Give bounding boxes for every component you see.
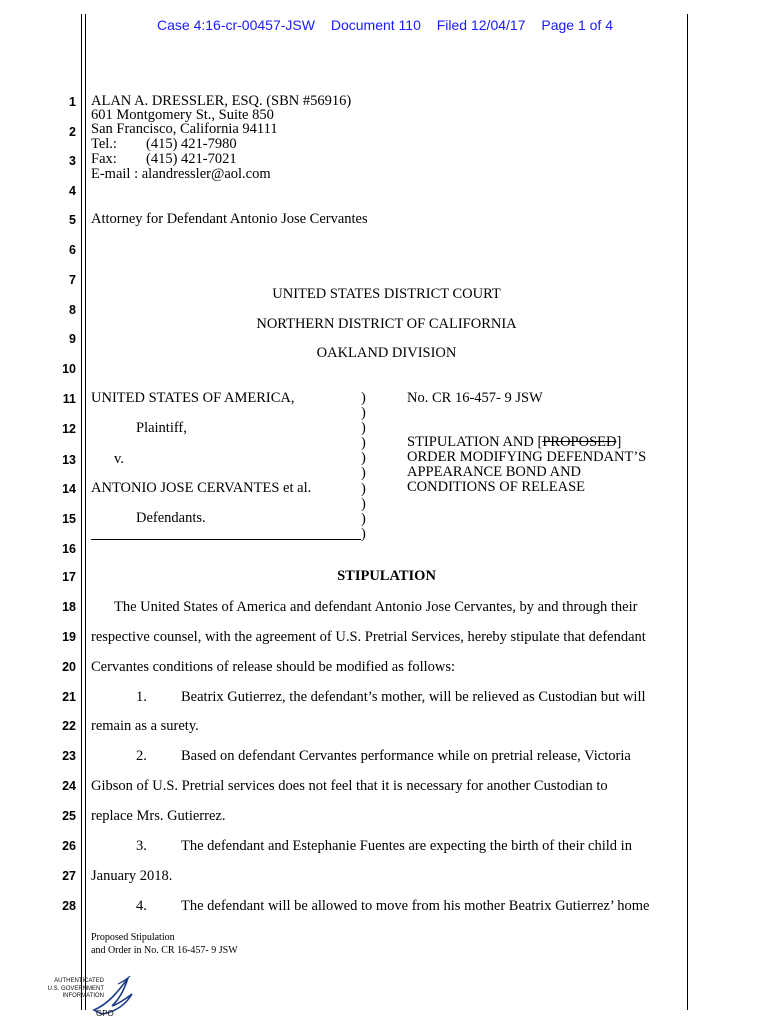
document-title-line3: APPEARANCE BOND AND — [407, 464, 582, 480]
court-district: NORTHERN DISTRICT OF CALIFORNIA — [256, 316, 517, 332]
line-number: 23 — [62, 749, 76, 763]
line-number: 2 — [69, 125, 76, 139]
paren: ) — [361, 390, 366, 406]
paren: ) — [361, 525, 366, 542]
title-part-b: ] — [616, 434, 622, 450]
attorney-tel: (415) 421-7980 — [146, 136, 237, 152]
paren: ) — [361, 465, 366, 482]
paren: ) — [361, 510, 366, 527]
right-margin-rule — [687, 14, 688, 1010]
line-number: 7 — [69, 273, 76, 287]
court-division: OAKLAND DIVISION — [316, 345, 457, 361]
line-number: 19 — [62, 630, 76, 644]
document-number: Document 110 — [330, 17, 421, 33]
line-number: 4 — [69, 184, 76, 198]
page-footer — [91, 931, 238, 957]
title-part-a: STIPULATION AND [ — [407, 434, 543, 450]
paren: ) — [361, 480, 366, 497]
line-number: 26 — [62, 839, 76, 853]
case-no: No. CR 16-457- 9 JSW — [407, 390, 543, 406]
defendant-label: Defendants. — [136, 510, 206, 526]
line-number: 5 — [69, 213, 76, 227]
seal-line1: AUTHENTICATED — [54, 978, 104, 984]
filed-date: Filed 12/04/17 — [436, 17, 526, 33]
paren: ) — [361, 495, 366, 512]
attorney-role: Attorney for Defendant Antonio Jose Cervantes — [91, 211, 368, 227]
line-number: 24 — [62, 779, 76, 793]
body-line-18: The United States of America and defendant Antonio Jose Cervantes, by and through their — [114, 599, 638, 615]
plaintiff-label: Plaintiff, — [136, 420, 187, 436]
gpo-eagle-icon — [88, 974, 138, 1018]
body-line-26: The defendant and Estephanie Fuentes are expecting the birth of their child in — [181, 838, 632, 854]
line-number: 16 — [62, 542, 76, 556]
document-title-line1 — [407, 435, 621, 450]
attorney-city: San Francisco, California 94111 — [91, 121, 278, 137]
document-title-line2: ORDER MODIFYING DEFENDANT’S — [407, 449, 647, 465]
item-number-1: 1. — [136, 689, 147, 705]
paren: ) — [361, 405, 366, 422]
gpo-authentication-seal — [30, 972, 140, 1020]
caption-underline — [91, 539, 361, 540]
versus-label: v. — [114, 451, 124, 467]
plaintiff-name: UNITED STATES OF AMERICA, — [91, 390, 295, 406]
footer-line2: and Order in No. CR 16-457- 9 JSW — [91, 945, 238, 956]
line-number: 13 — [62, 453, 76, 467]
item-number-4: 4. — [136, 898, 147, 914]
footer-line1: Proposed Stipulation — [91, 932, 175, 943]
line-number: 22 — [62, 719, 76, 733]
line-number: 25 — [62, 809, 76, 823]
line-number: 1 — [69, 95, 76, 109]
attorney-fax-label: Fax: — [91, 151, 117, 167]
attorney-tel-label: Tel.: — [91, 136, 117, 152]
seal-line4: GPO — [96, 1009, 114, 1018]
case-header — [0, 17, 770, 33]
defendant-name: ANTONIO JOSE CERVANTES et al. — [91, 480, 312, 496]
line-number: 12 — [62, 422, 76, 436]
case-number: Case 4:16-cr-00457-JSW — [157, 17, 315, 33]
body-line-28: The defendant will be allowed to move from his mother Beatrix Gutierrez’ home — [181, 898, 650, 914]
line-number: 9 — [69, 332, 76, 346]
line-number: 8 — [69, 303, 76, 317]
line-number: 3 — [69, 154, 76, 168]
seal-line3: INFORMATION — [62, 993, 104, 999]
line-number: 17 — [62, 570, 76, 584]
paren: ) — [361, 450, 366, 467]
item-number-2: 2. — [136, 748, 147, 764]
caption-parentheses — [361, 391, 366, 542]
line-number: 15 — [62, 512, 76, 526]
paren: ) — [361, 420, 366, 437]
struck-proposed: PROPOSED — [542, 434, 617, 450]
attorney-email: E-mail : alandressler@aol.com — [91, 166, 271, 182]
line-number: 28 — [62, 899, 76, 913]
attorney-street: 601 Montgomery St., Suite 850 — [91, 107, 274, 123]
court-name: UNITED STATES DISTRICT COURT — [272, 286, 501, 302]
line-number: 21 — [62, 690, 76, 704]
line-number: 14 — [62, 482, 76, 496]
page-indicator: Page 1 of 4 — [541, 17, 613, 33]
left-margin-rule-inner — [85, 14, 86, 1010]
body-line-24: Gibson of U.S. Pretrial services does not feel that it is necessary for another Custodian to — [91, 778, 608, 794]
item-number-3: 3. — [136, 838, 147, 854]
body-line-22: remain as a surety. — [91, 718, 199, 734]
line-number: 6 — [69, 243, 76, 257]
body-line-27: January 2018. — [91, 868, 173, 884]
body-line-23: Based on defendant Cervantes performance while on pretrial release, Victoria — [181, 748, 631, 764]
body-line-19: respective counsel, with the agreement of U.S. Pretrial Services, hereby stipulate that defendant — [91, 629, 646, 645]
attorney-name: ALAN A. DRESSLER, ESQ. (SBN #56916) — [91, 93, 352, 109]
seal-line2: U.S. GOVERNMENT — [47, 985, 104, 992]
line-number: 18 — [62, 600, 76, 614]
body-line-20: Cervantes conditions of release should be modified as follows: — [91, 659, 456, 675]
left-margin-rule-outer — [81, 14, 82, 1010]
line-number: 20 — [62, 660, 76, 674]
attorney-fax: (415) 421-7021 — [146, 151, 237, 167]
document-title-line4: CONDITIONS OF RELEASE — [407, 479, 586, 495]
paren: ) — [361, 435, 366, 452]
body-line-21: Beatrix Gutierrez, the defendant’s mother, will be relieved as Custodian but will — [181, 689, 646, 705]
body-line-25: replace Mrs. Gutierrez. — [91, 808, 226, 824]
line-number: 10 — [62, 362, 76, 376]
line-number: 27 — [62, 869, 76, 883]
stipulation-heading: STIPULATION — [337, 568, 436, 584]
line-number: 11 — [62, 392, 76, 406]
